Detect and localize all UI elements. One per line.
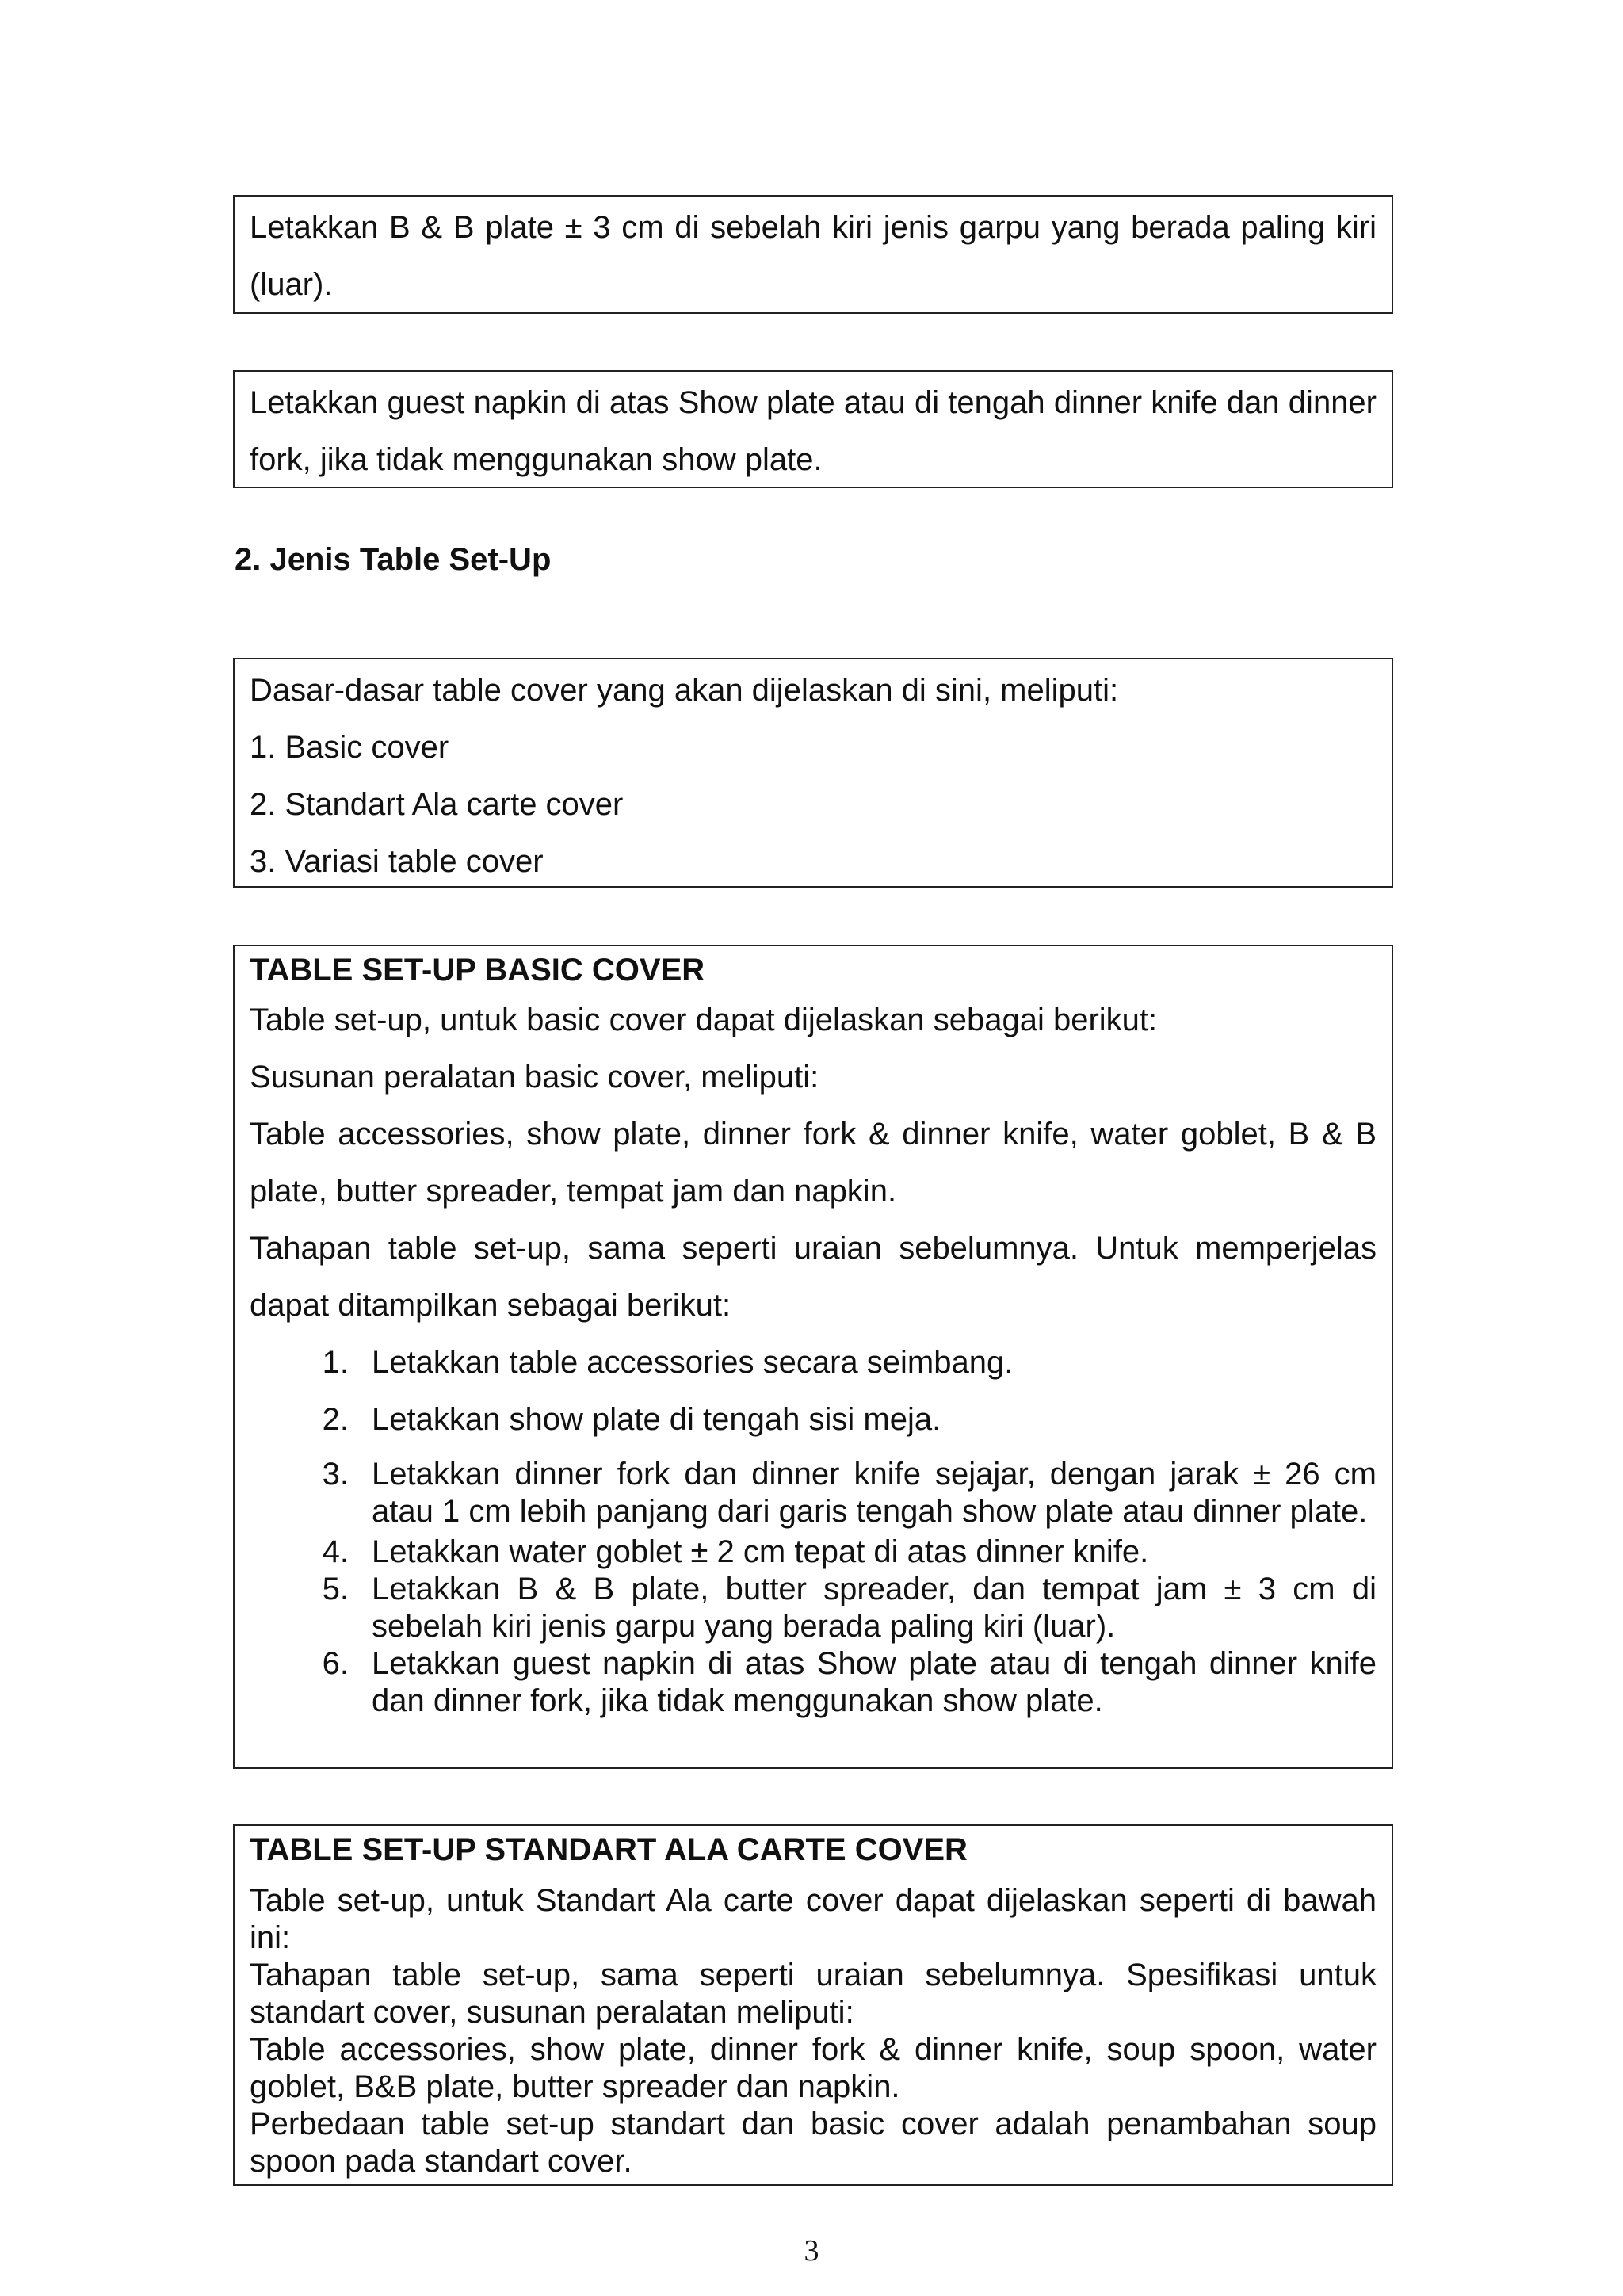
- basic-cover-steps: [250, 1334, 1377, 1720]
- ala-carte-cover-para: Perbedaan table set-up standart dan basic cover adalah penambahan soup spoon pada standart cover.: [250, 2107, 1377, 2179]
- ala-carte-cover-para: Table accessories, show plate, dinner fork & dinner knife, soup spoon, water goblet, B&B plate, butter spreader dan napkin.: [250, 2032, 1377, 2104]
- step-number: 4.: [322, 1534, 349, 1569]
- step-text: Letakkan show plate di tengah sisi meja.: [372, 1402, 941, 1437]
- step-number: 5.: [322, 1572, 349, 1606]
- step-number: 3.: [322, 1457, 349, 1492]
- step-text: Letakkan B & B plate, butter spreader, dan tempat jam ± 3 cm di sebelah kiri jenis garpu yang berada paling kiri (luar).: [372, 1572, 1377, 1644]
- cover-types-box: [233, 658, 1393, 888]
- section-heading: 2. Jenis Table Set-Up: [235, 542, 552, 577]
- note-box-bb-plate: [233, 195, 1393, 314]
- cover-type-item: 2. Standart Ala carte cover: [250, 787, 624, 822]
- basic-cover-box: [233, 945, 1393, 1769]
- step-number: 2.: [322, 1402, 349, 1437]
- step-item: [250, 1391, 1377, 1448]
- note-text-guest-napkin: Letakkan guest napkin di atas Show plate atau di tengah dinner knife dan dinner fork, jika tidak menggunakan show plate.: [250, 385, 1377, 477]
- basic-cover-stages: Tahapan table set-up, sama seperti uraian sebelumnya. Untuk memperjelas dapat ditampilkan sebagai berikut:: [250, 1231, 1377, 1323]
- ala-carte-cover-box: [233, 1824, 1393, 2186]
- basic-cover-line: Susunan peralatan basic cover, meliputi:: [250, 1060, 819, 1095]
- ala-carte-cover-para: Table set-up, untuk Standart Ala carte cover dapat dijelaskan seperti di bawah ini:: [250, 1883, 1377, 1955]
- cover-types-intro: Dasar-dasar table cover yang akan dijelaskan di sini, meliputi:: [250, 673, 1119, 708]
- ala-carte-cover-para: Tahapan table set-up, sama seperti uraian sebelumnya. Spesifikasi untuk standart cover, susunan peralatan meliputi:: [250, 1958, 1377, 2030]
- step-item: [250, 1645, 1377, 1720]
- step-number: 6.: [322, 1646, 349, 1681]
- step-item: [250, 1534, 1377, 1571]
- note-box-guest-napkin: [233, 370, 1393, 488]
- page-number: 3: [804, 2234, 819, 2267]
- step-text: Letakkan dinner fork dan dinner knife sejajar, dengan jarak ± 26 cm atau 1 cm lebih panjang dari garis tengah show plate atau dinner plate.: [372, 1457, 1377, 1529]
- ala-carte-cover-title: TABLE SET-UP STANDART ALA CARTE COVER: [250, 1832, 968, 1867]
- cover-type-item: 3. Variasi table cover: [250, 844, 544, 879]
- note-text-bb-plate: Letakkan B & B plate ± 3 cm di sebelah kiri jenis garpu yang berada paling kiri (luar).: [250, 210, 1377, 302]
- step-item: [250, 1334, 1377, 1391]
- step-text: Letakkan guest napkin di atas Show plate atau di tengah dinner knife dan dinner fork, jika tidak menggunakan show plate.: [372, 1646, 1377, 1718]
- cover-type-item: 1. Basic cover: [250, 730, 449, 765]
- step-number: 1.: [322, 1345, 349, 1380]
- basic-cover-line: Table set-up, untuk basic cover dapat dijelaskan sebagai berikut:: [250, 1003, 1158, 1037]
- step-item: [250, 1571, 1377, 1645]
- step-text: Letakkan water goblet ± 2 cm tepat di atas dinner knife.: [372, 1534, 1149, 1569]
- step-item: [250, 1456, 1377, 1530]
- basic-cover-equipment: Table accessories, show plate, dinner fork & dinner knife, water goblet, B & B plate, butter spreader, tempat jam dan napkin.: [250, 1117, 1377, 1209]
- basic-cover-title: TABLE SET-UP BASIC COVER: [250, 953, 705, 988]
- step-text: Letakkan table accessories secara seimbang.: [372, 1345, 1014, 1380]
